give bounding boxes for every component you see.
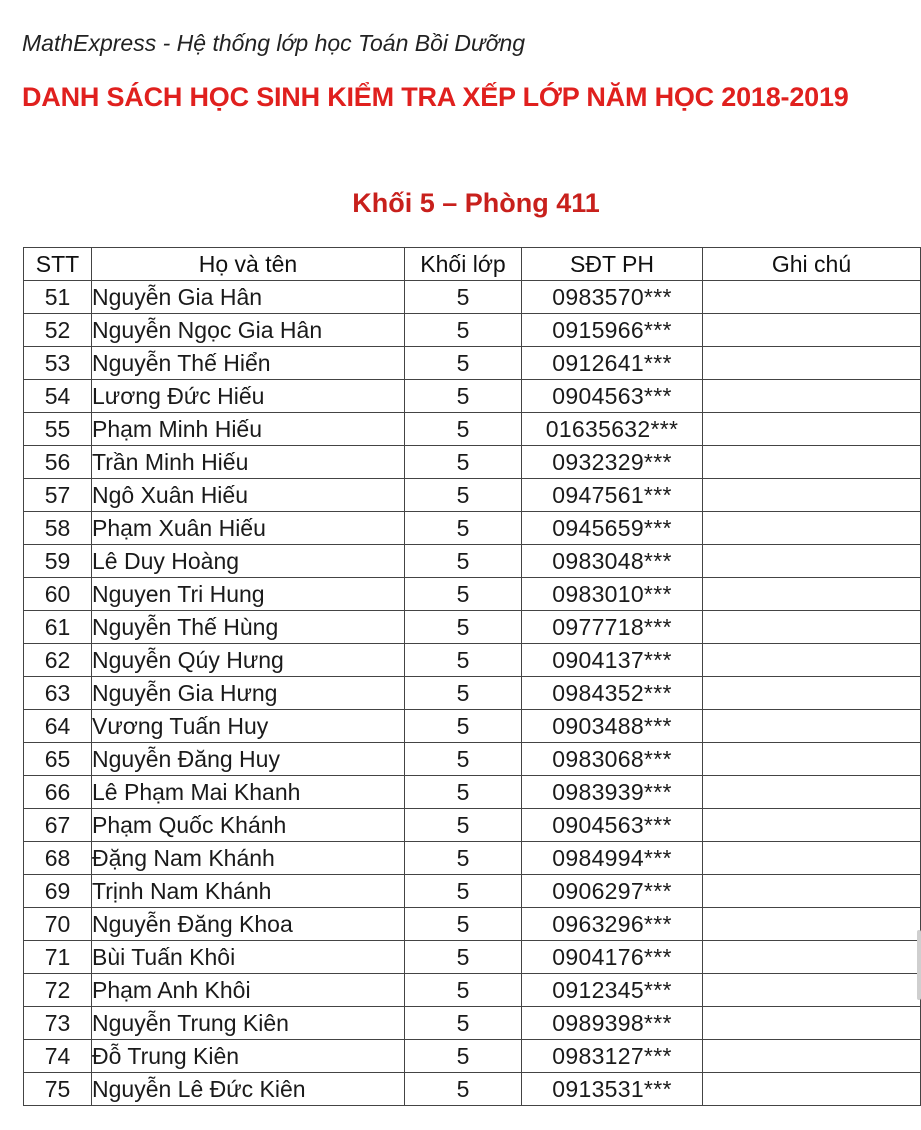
table-row: [24, 1007, 921, 1040]
cell-stt: 53: [24, 347, 92, 380]
cell-stt: 55: [24, 413, 92, 446]
cell-stt: 60: [24, 578, 92, 611]
cell-name: Lương Đức Hiếu: [92, 380, 405, 413]
cell-note: [703, 908, 921, 941]
cell-name: Lê Duy Hoàng: [92, 545, 405, 578]
table-row: [24, 1040, 921, 1073]
cell-name: Nguyễn Thế Hùng: [92, 611, 405, 644]
cell-note: [703, 578, 921, 611]
cell-phone: 01635632***: [522, 413, 703, 446]
cell-phone: 0904176***: [522, 941, 703, 974]
cell-name: Nguyễn Thế Hiển: [92, 347, 405, 380]
cell-note: [703, 479, 921, 512]
table-row: [24, 1073, 921, 1106]
brand-line: MathExpress - Hệ thống lớp học Toán Bồi Dưỡng: [22, 30, 526, 56]
cell-stt: 58: [24, 512, 92, 545]
column-header-name: Họ và tên: [92, 248, 405, 281]
cell-note: [703, 974, 921, 1007]
cell-grade: 5: [405, 1007, 522, 1040]
cell-stt: 68: [24, 842, 92, 875]
cell-grade: 5: [405, 1073, 522, 1106]
cell-phone: 0903488***: [522, 710, 703, 743]
table-row: [24, 281, 921, 314]
cell-phone: 0989398***: [522, 1007, 703, 1040]
table-row: [24, 347, 921, 380]
cell-phone: 0984994***: [522, 842, 703, 875]
cell-name: Trịnh Nam Khánh: [92, 875, 405, 908]
student-table: [23, 247, 921, 1106]
cell-phone: 0977718***: [522, 611, 703, 644]
cell-name: Nguyễn Gia Hân: [92, 281, 405, 314]
cell-phone: 0913531***: [522, 1073, 703, 1106]
cell-grade: 5: [405, 347, 522, 380]
scrollbar[interactable]: [917, 930, 921, 1000]
table-row: [24, 644, 921, 677]
cell-name: Nguyễn Qúy Hưng: [92, 644, 405, 677]
cell-stt: 63: [24, 677, 92, 710]
cell-name: Phạm Quốc Khánh: [92, 809, 405, 842]
cell-stt: 61: [24, 611, 92, 644]
cell-name: Nguyễn Trung Kiên: [92, 1007, 405, 1040]
cell-name: Vương Tuấn Huy: [92, 710, 405, 743]
cell-name: Nguyễn Lê Đức Kiên: [92, 1073, 405, 1106]
table-body: [24, 281, 921, 1106]
cell-grade: 5: [405, 512, 522, 545]
table-row: [24, 908, 921, 941]
cell-phone: 0983010***: [522, 578, 703, 611]
table-row: [24, 677, 921, 710]
cell-grade: 5: [405, 578, 522, 611]
cell-stt: 64: [24, 710, 92, 743]
cell-grade: 5: [405, 611, 522, 644]
cell-grade: 5: [405, 479, 522, 512]
column-header-note: Ghi chú: [703, 248, 921, 281]
cell-grade: 5: [405, 908, 522, 941]
table-row: [24, 380, 921, 413]
cell-name: Bùi Tuấn Khôi: [92, 941, 405, 974]
cell-phone: 0912641***: [522, 347, 703, 380]
cell-grade: 5: [405, 941, 522, 974]
cell-note: [703, 1073, 921, 1106]
cell-grade: 5: [405, 743, 522, 776]
cell-phone: 0983939***: [522, 776, 703, 809]
cell-stt: 67: [24, 809, 92, 842]
cell-stt: 75: [24, 1073, 92, 1106]
cell-name: Phạm Xuân Hiếu: [92, 512, 405, 545]
column-header-stt: STT: [24, 248, 92, 281]
cell-note: [703, 314, 921, 347]
cell-name: Nguyễn Gia Hưng: [92, 677, 405, 710]
cell-grade: 5: [405, 281, 522, 314]
cell-stt: 65: [24, 743, 92, 776]
cell-grade: 5: [405, 710, 522, 743]
cell-stt: 62: [24, 644, 92, 677]
cell-phone: 0906297***: [522, 875, 703, 908]
cell-stt: 54: [24, 380, 92, 413]
cell-stt: 56: [24, 446, 92, 479]
cell-note: [703, 809, 921, 842]
cell-stt: 66: [24, 776, 92, 809]
cell-stt: 72: [24, 974, 92, 1007]
cell-note: [703, 545, 921, 578]
table-row: [24, 974, 921, 1007]
cell-name: Ngô Xuân Hiếu: [92, 479, 405, 512]
page-title: DANH SÁCH HỌC SINH KIỂM TRA XẾP LỚP NĂM HỌC 2018-2019: [22, 82, 849, 112]
table-row: [24, 842, 921, 875]
cell-phone: 0983048***: [522, 545, 703, 578]
cell-grade: 5: [405, 809, 522, 842]
cell-stt: 57: [24, 479, 92, 512]
cell-stt: 69: [24, 875, 92, 908]
table-row: [24, 809, 921, 842]
cell-phone: 0904563***: [522, 380, 703, 413]
cell-note: [703, 281, 921, 314]
cell-phone: 0947561***: [522, 479, 703, 512]
cell-note: [703, 347, 921, 380]
cell-phone: 0983570***: [522, 281, 703, 314]
cell-grade: 5: [405, 314, 522, 347]
cell-phone: 0912345***: [522, 974, 703, 1007]
cell-note: [703, 941, 921, 974]
cell-note: [703, 611, 921, 644]
cell-grade: 5: [405, 776, 522, 809]
cell-note: [703, 413, 921, 446]
cell-grade: 5: [405, 413, 522, 446]
table-row: [24, 743, 921, 776]
cell-name: Nguyen Tri Hung: [92, 578, 405, 611]
cell-name: Lê Phạm Mai Khanh: [92, 776, 405, 809]
cell-name: Phạm Anh Khôi: [92, 974, 405, 1007]
cell-note: [703, 644, 921, 677]
cell-note: [703, 875, 921, 908]
cell-name: Nguyễn Ngọc Gia Hân: [92, 314, 405, 347]
cell-phone: 0983068***: [522, 743, 703, 776]
cell-phone: 0932329***: [522, 446, 703, 479]
table-row: [24, 941, 921, 974]
table-row: [24, 314, 921, 347]
cell-stt: 74: [24, 1040, 92, 1073]
cell-grade: 5: [405, 446, 522, 479]
table-row: [24, 413, 921, 446]
cell-name: Đỗ Trung Kiên: [92, 1040, 405, 1073]
cell-grade: 5: [405, 1040, 522, 1073]
cell-grade: 5: [405, 842, 522, 875]
cell-phone: 0945659***: [522, 512, 703, 545]
cell-stt: 73: [24, 1007, 92, 1040]
cell-note: [703, 743, 921, 776]
cell-grade: 5: [405, 875, 522, 908]
cell-phone: 0915966***: [522, 314, 703, 347]
table-row: [24, 545, 921, 578]
cell-note: [703, 776, 921, 809]
table-row: [24, 875, 921, 908]
cell-name: Nguyễn Đăng Khoa: [92, 908, 405, 941]
cell-stt: 71: [24, 941, 92, 974]
table-row: [24, 578, 921, 611]
cell-note: [703, 710, 921, 743]
cell-stt: 51: [24, 281, 92, 314]
cell-name: Nguyễn Đăng Huy: [92, 743, 405, 776]
cell-grade: 5: [405, 974, 522, 1007]
column-header-phone: SĐT PH: [522, 248, 703, 281]
cell-note: [703, 380, 921, 413]
cell-note: [703, 842, 921, 875]
cell-note: [703, 1040, 921, 1073]
table-row: [24, 479, 921, 512]
table-row: [24, 512, 921, 545]
cell-note: [703, 512, 921, 545]
cell-stt: 70: [24, 908, 92, 941]
cell-phone: 0983127***: [522, 1040, 703, 1073]
cell-grade: 5: [405, 644, 522, 677]
cell-note: [703, 1007, 921, 1040]
cell-stt: 59: [24, 545, 92, 578]
cell-phone: 0904137***: [522, 644, 703, 677]
cell-phone: 0963296***: [522, 908, 703, 941]
cell-stt: 52: [24, 314, 92, 347]
table-header-row: [24, 248, 921, 281]
cell-grade: 5: [405, 677, 522, 710]
cell-name: Phạm Minh Hiếu: [92, 413, 405, 446]
cell-grade: 5: [405, 380, 522, 413]
column-header-grade: Khối lớp: [405, 248, 522, 281]
table-row: [24, 446, 921, 479]
cell-note: [703, 677, 921, 710]
cell-phone: 0904563***: [522, 809, 703, 842]
cell-phone: 0984352***: [522, 677, 703, 710]
cell-note: [703, 446, 921, 479]
table-row: [24, 776, 921, 809]
cell-name: Đặng Nam Khánh: [92, 842, 405, 875]
cell-grade: 5: [405, 545, 522, 578]
table-row: [24, 710, 921, 743]
room-subtitle: Khối 5 – Phòng 411: [352, 188, 600, 218]
table-row: [24, 611, 921, 644]
cell-name: Trần Minh Hiếu: [92, 446, 405, 479]
